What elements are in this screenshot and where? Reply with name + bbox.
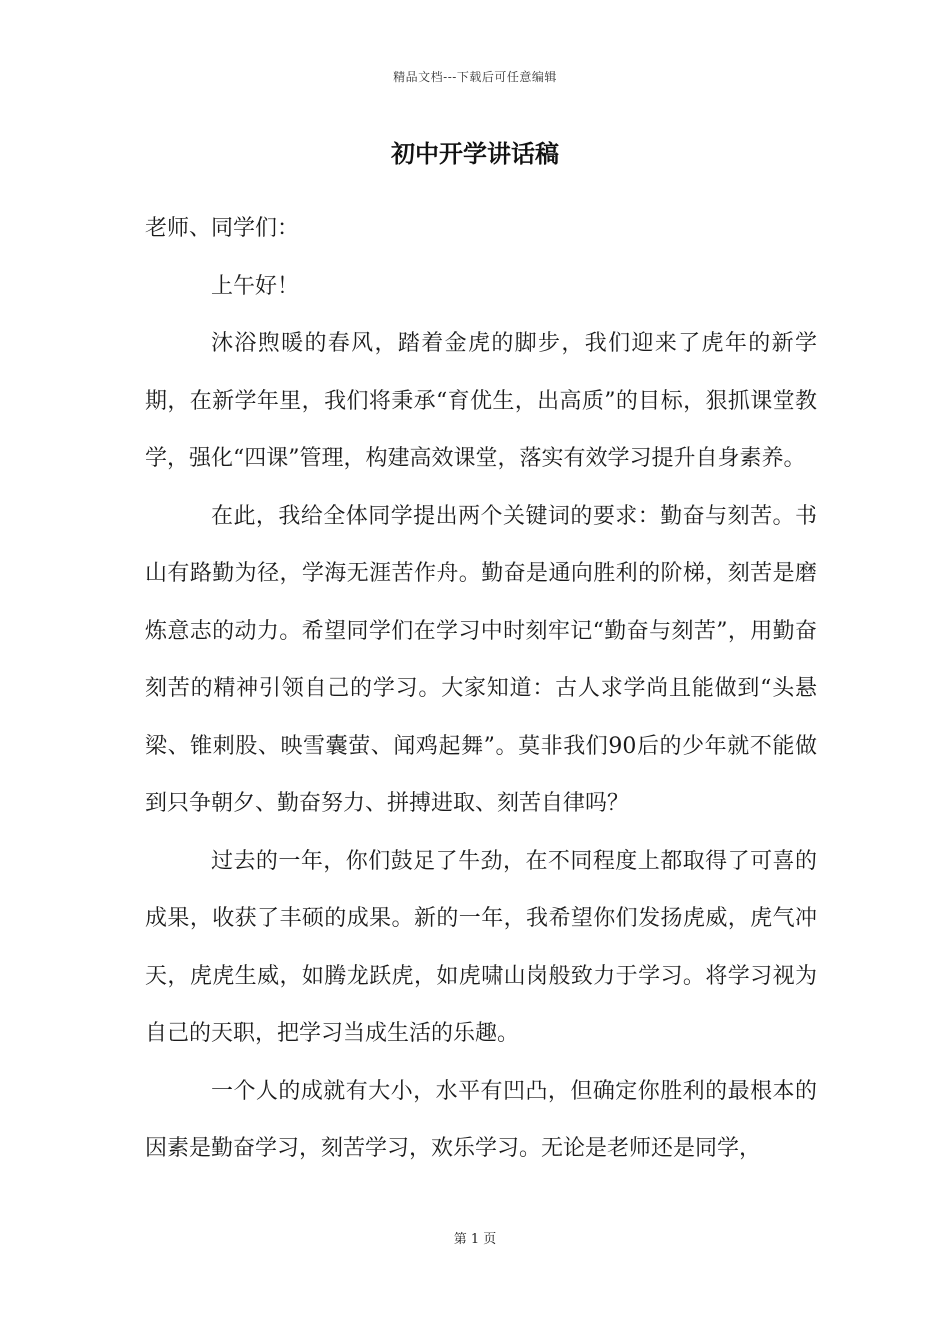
paragraph-4: 一个人的成就有大小，水平有凹凸，但确定你胜利的最根本的因素是勤奋学习，刻苦学习，欢乐学习。无论是老师还是同学， — [145, 1078, 817, 1161]
greeting: 上午好！ — [211, 273, 300, 299]
page-number: 第 1 页 — [453, 1232, 497, 1247]
header-note: 精品文档---下载后可任意编辑 — [393, 70, 557, 84]
paragraph-2: 在此，我给全体同学提出两个关键词的要求：勤奋与刻苦。书山有路勤为径，学海无涯苦作舟。勤奋是通向胜利的阶梯，刻苦是磨炼意志的动力。希望同学们在学习中时刻牢记“勤奋与刻苦”，用勤奋刻苦的精神引领自己的学习。大家知道：古人求学尚且能做到“头悬梁、锥刺股、映雪囊萤、闻鸡起舞”。莫非我们90后的少年就不能做到只争朝夕、勤奋努力、拼搏进取、刻苦自律吗？ — [145, 503, 817, 816]
paragraph-3: 过去的一年，你们鼓足了牛劲，在不同程度上都取得了可喜的成果，收获了丰硕的成果。新的一年，我希望你们发扬虎威，虎气冲天，虎虎生威，如腾龙跃虎，如虎啸山岗般致力于学习。将学习视为自己的天职，把学习当成生活的乐趣。 — [145, 848, 817, 1046]
paragraph-1: 沐浴煦暖的春风，踏着金虎的脚步，我们迎来了虎年的新学期，在新学年里，我们将秉承“育优生，出高质”的目标，狠抓课堂教学，强化“四课”管理，构建高效课堂，落实有效学习提升自身素养。 — [145, 331, 817, 471]
document-body — [145, 200, 817, 1178]
salutation: 老师、同学们： — [145, 216, 300, 241]
document-title: 初中开学讲话稿 — [391, 139, 559, 168]
